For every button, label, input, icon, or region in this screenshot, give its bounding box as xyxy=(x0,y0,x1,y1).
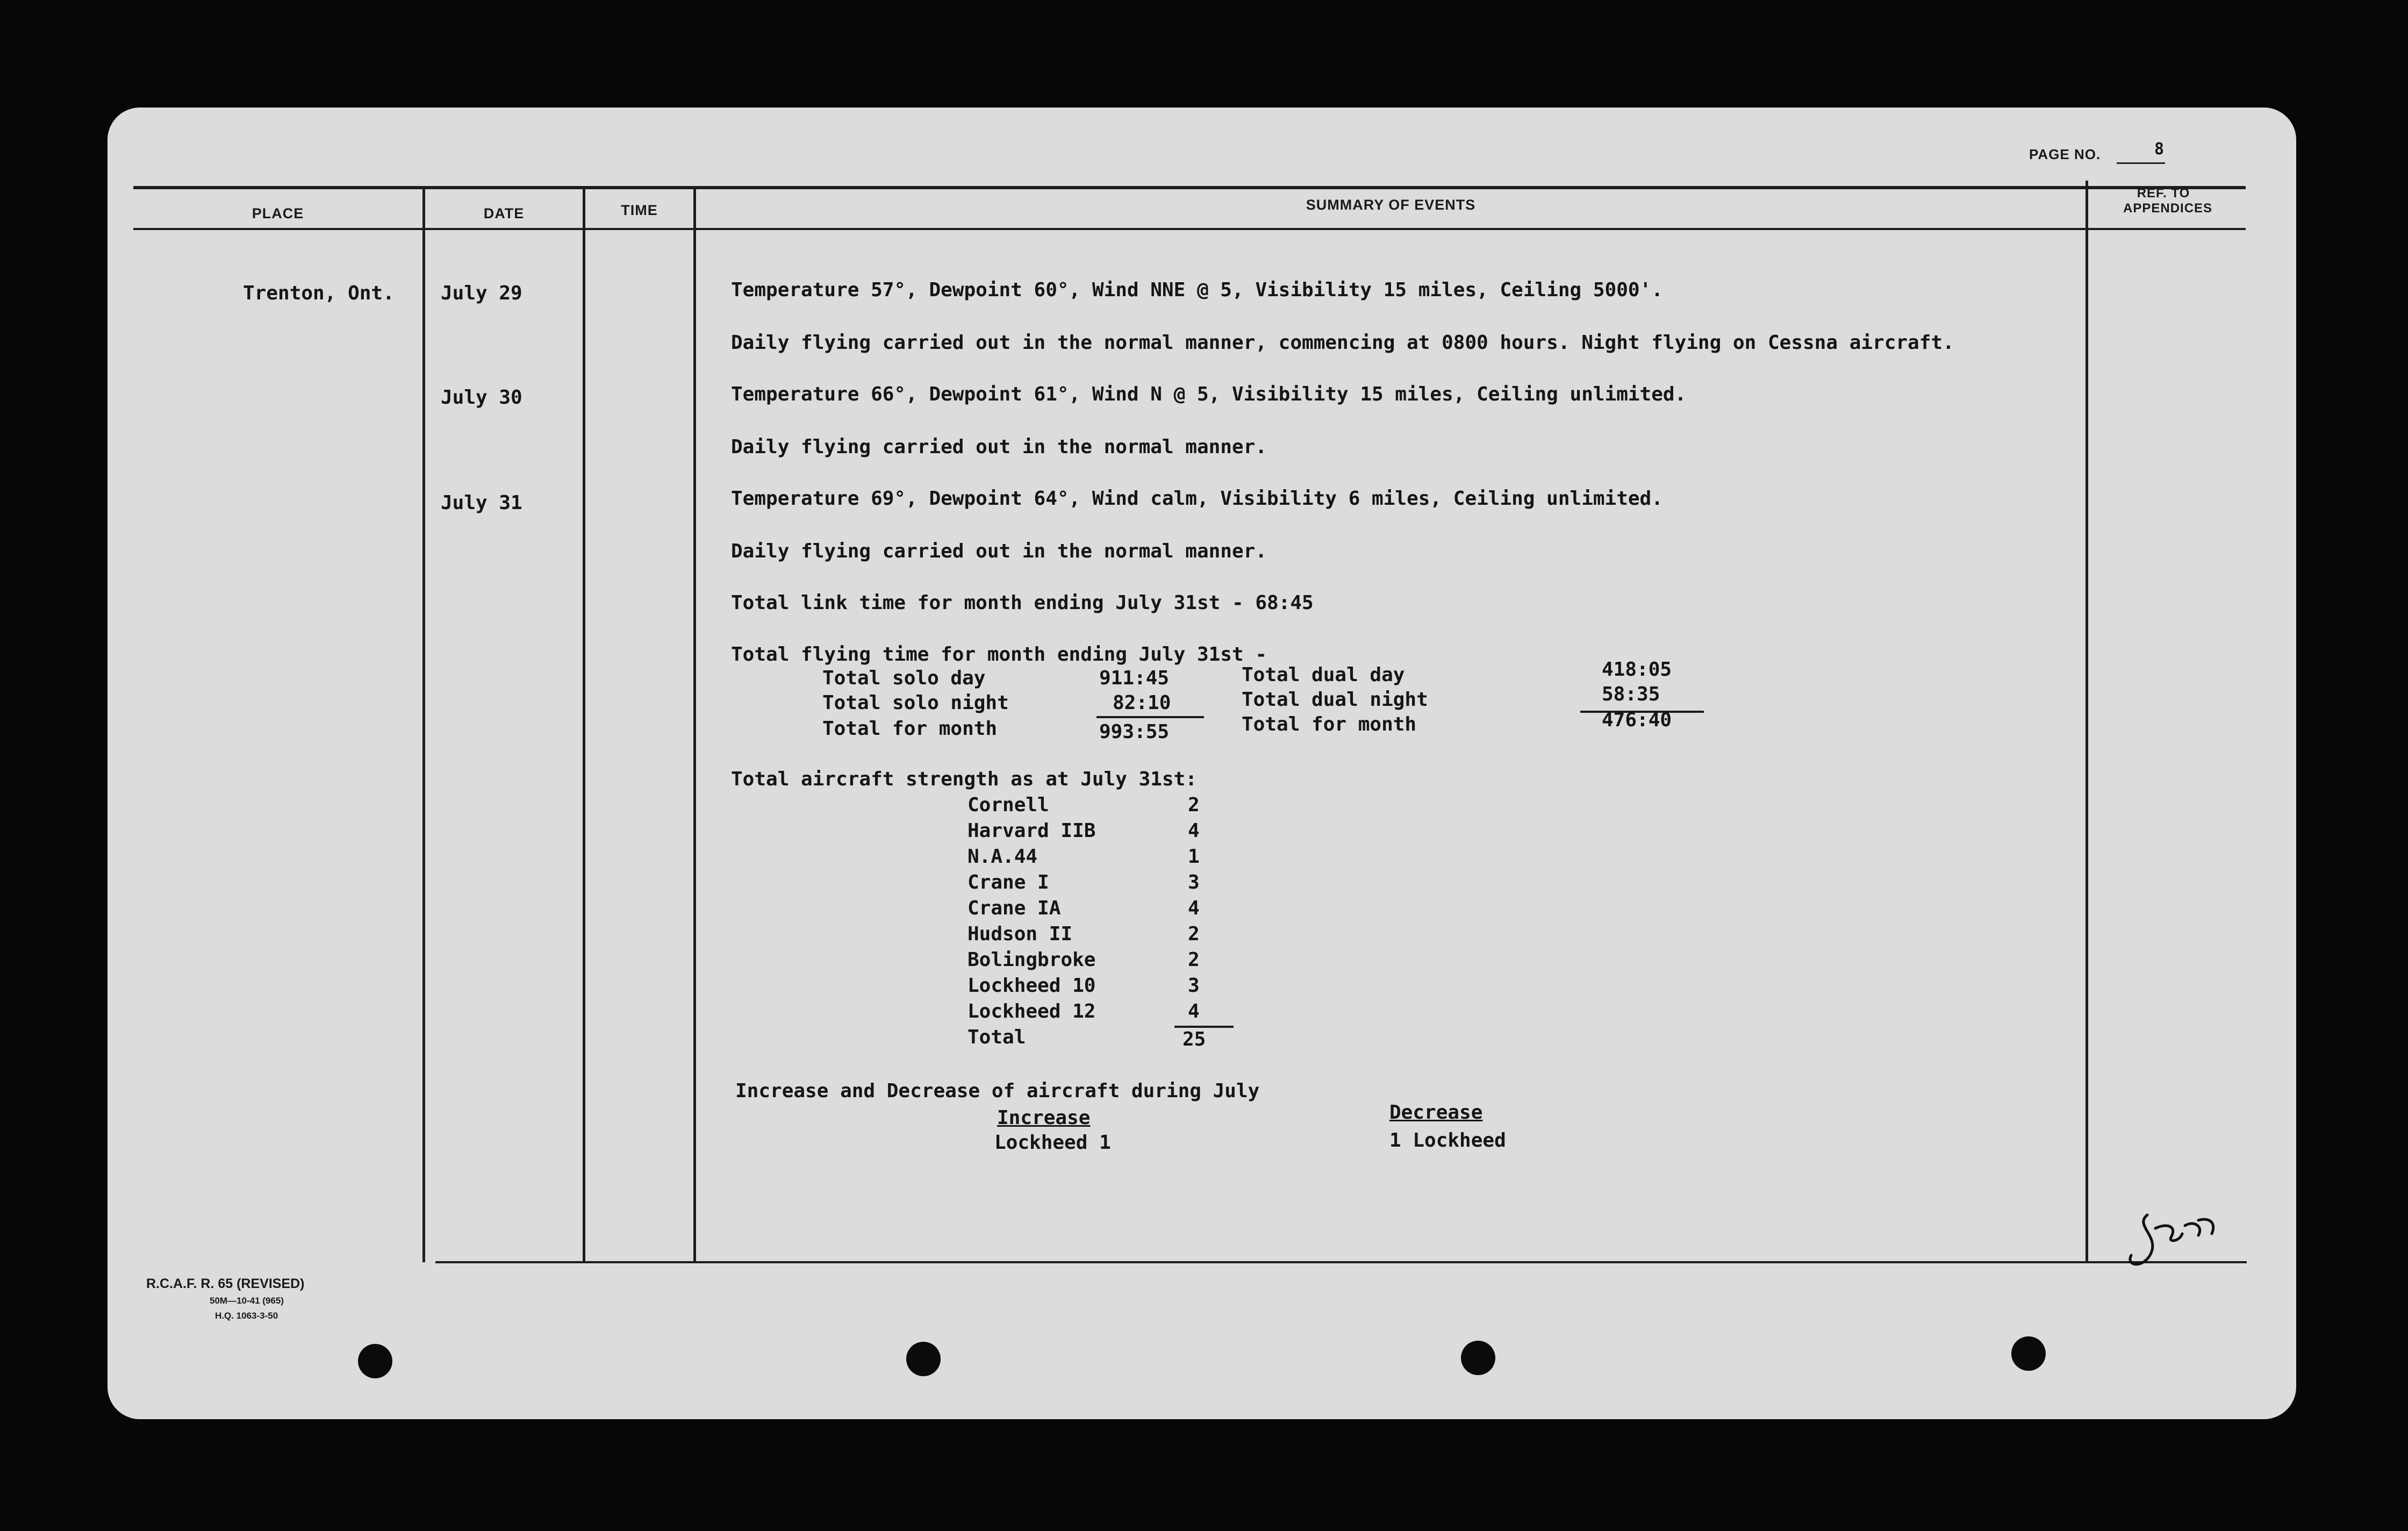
aircraft-type: Bolingbroke xyxy=(968,949,1096,971)
date-july-29: July 29 xyxy=(441,282,522,304)
punch-hole xyxy=(906,1342,941,1376)
place-entry: Trenton, Ont. xyxy=(243,282,395,304)
aircraft-type: Hudson II xyxy=(968,923,1073,945)
page-number-underline xyxy=(2117,162,2165,164)
form-code-line-2: 50M—10-41 (965) xyxy=(210,1296,284,1306)
aircraft-type: Crane IA xyxy=(968,897,1061,919)
aircraft-count: 3 xyxy=(1188,871,1200,893)
aircraft-type: N.A.44 xyxy=(968,846,1038,868)
bottom-rule xyxy=(435,1261,2247,1263)
solo-day-label: Total solo day xyxy=(822,667,986,689)
dual-day-label: Total dual day xyxy=(1242,664,1405,686)
punch-hole xyxy=(1461,1341,1495,1375)
page-number-value: 8 xyxy=(2154,140,2165,159)
punch-hole xyxy=(358,1344,392,1378)
handwritten-initials xyxy=(2118,1204,2236,1285)
dual-day-value: 418:05 xyxy=(1602,659,1672,681)
aircraft-type: Harvard IIB xyxy=(968,820,1096,842)
dual-month-value: 476:40 xyxy=(1602,709,1672,731)
header-ref-appendices: REF. TO APPENDICES xyxy=(2123,186,2213,216)
aircraft-total-label: Total xyxy=(968,1026,1026,1048)
date-july-31: July 31 xyxy=(441,492,522,514)
aircraft-count: 4 xyxy=(1188,1000,1200,1022)
aircraft-count: 2 xyxy=(1188,949,1200,971)
summary-line-2: Daily flying carried out in the normal manner, commencing at 0800 hours. Night flying on Cessna aircraft. xyxy=(731,332,1954,354)
summary-line-7: Total link time for month ending July 31st - 68:45 xyxy=(731,592,1314,614)
aircraft-count: 1 xyxy=(1188,846,1200,868)
aircraft-type: Lockheed 12 xyxy=(968,1000,1096,1022)
punch-hole xyxy=(2011,1336,2046,1371)
summary-line-3: Temperature 66°, Dewpoint 61°, Wind N @ 5, Visibility 15 miles, Ceiling unlimited. xyxy=(731,383,1687,405)
flying-time-heading: Total flying time for month ending July 31st - xyxy=(731,643,1267,666)
solo-month-value: 993:55 xyxy=(1099,721,1170,743)
aircraft-count: 4 xyxy=(1188,820,1200,842)
increase-value: Lockheed 1 xyxy=(994,1132,1111,1154)
header-rule xyxy=(133,228,2246,230)
aircraft-count: 2 xyxy=(1188,794,1200,816)
solo-total-underline xyxy=(1096,716,1204,718)
form-code-line-3: H.Q. 1063-3-50 xyxy=(215,1311,278,1321)
dual-night-label: Total dual night xyxy=(1242,689,1428,711)
column-rule-place xyxy=(422,189,425,1262)
date-july-30: July 30 xyxy=(441,387,522,409)
header-date: DATE xyxy=(483,205,525,221)
increase-label: Increase xyxy=(997,1107,1091,1129)
dual-month-label: Total for month xyxy=(1242,713,1417,735)
header-place: PLACE xyxy=(252,205,304,221)
aircraft-count: 4 xyxy=(1188,897,1200,919)
page-number-label: PAGE NO. xyxy=(2029,146,2101,162)
aircraft-count: 3 xyxy=(1188,975,1200,997)
form-code-line-1: R.C.A.F. R. 65 (REVISED) xyxy=(146,1276,305,1291)
summary-line-6: Daily flying carried out in the normal manner. xyxy=(731,540,1267,562)
aircraft-type: Lockheed 10 xyxy=(968,975,1096,997)
dual-night-value: 58:35 xyxy=(1602,683,1660,705)
header-time: TIME xyxy=(621,202,658,218)
top-rule xyxy=(133,186,2246,189)
decrease-value: 1 Lockheed xyxy=(1389,1129,1506,1151)
column-rule-date xyxy=(583,189,585,1262)
solo-night-value: 82:10 xyxy=(1113,692,1171,714)
solo-night-label: Total solo night xyxy=(822,692,1009,714)
aircraft-strength-heading: Total aircraft strength as at July 31st: xyxy=(731,768,1197,790)
column-rule-summary xyxy=(2086,181,2088,1262)
summary-line-5: Temperature 69°, Dewpoint 64°, Wind calm, Visibility 6 miles, Ceiling unlimited. xyxy=(731,488,1663,510)
header-summary: SUMMARY OF EVENTS xyxy=(1306,197,1476,213)
column-rule-time xyxy=(693,189,696,1262)
solo-day-value: 911:45 xyxy=(1099,667,1170,689)
document-sheet xyxy=(108,108,2296,1419)
changes-heading: Increase and Decrease of aircraft during July xyxy=(735,1080,1260,1102)
summary-line-4: Daily flying carried out in the normal manner. xyxy=(731,436,1267,458)
aircraft-type: Crane I xyxy=(968,871,1049,893)
aircraft-count: 2 xyxy=(1188,923,1200,945)
decrease-label: Decrease xyxy=(1389,1101,1483,1124)
summary-line-1: Temperature 57°, Dewpoint 60°, Wind NNE @ 5, Visibility 15 miles, Ceiling 5000'. xyxy=(731,279,1663,301)
aircraft-total-count: 25 xyxy=(1182,1028,1206,1050)
solo-month-label: Total for month xyxy=(822,718,998,740)
aircraft-type: Cornell xyxy=(968,794,1049,816)
